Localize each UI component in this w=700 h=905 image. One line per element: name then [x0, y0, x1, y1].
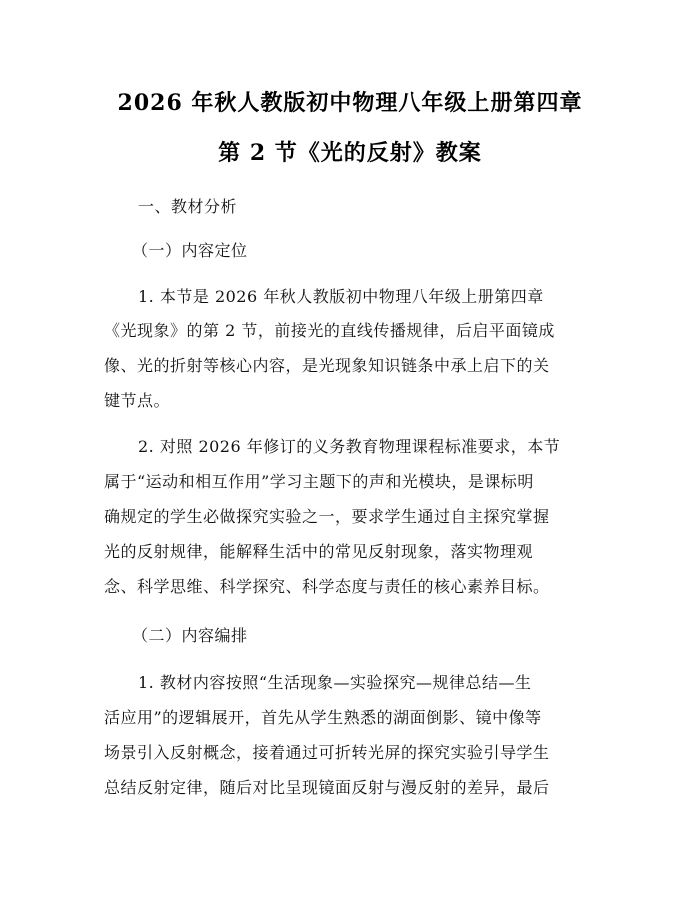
paragraph-line: 《光现象》的第 2 节，前接光的直线传播规律，后启平面镜成: [104, 321, 555, 340]
paragraph-line: 1. 教材内容按照“生活现象—实验探究—规律总结—生: [138, 673, 532, 692]
paragraph-line: 1. 本节是 2026 年秋人教版初中物理八年级上册第四章: [138, 287, 544, 306]
paragraph-line: 场景引入反射概念，接着通过可折转光屏的探究实验引导学生: [104, 743, 550, 762]
document-title-line1: 2026 年秋人教版初中物理八年级上册第四章: [117, 90, 583, 116]
subsection-heading-content-positioning: （一）内容定位: [132, 241, 248, 260]
paragraph-line: 2. 对照 2026 年修订的义务教育物理课程标准要求，本节: [138, 437, 561, 456]
paragraph-line: 属于“运动和相互作用”学习主题下的声和光模块，是课标明: [104, 472, 534, 491]
paragraph-line: 像、光的折射等核心内容，是光现象知识链条中承上启下的关: [104, 356, 550, 375]
paragraph-line: 键节点。: [104, 391, 171, 410]
paragraph-line: 确规定的学生必做探究实验之一，要求学生通过自主探究掌握: [104, 507, 550, 526]
paragraph-line: 光的反射规律，能解释生活中的常见反射现象，落实物理观: [104, 542, 534, 561]
paragraph-line: 总结反射定律，随后对比呈现镜面反射与漫反射的差异，最后: [104, 778, 550, 797]
section-heading-textbook-analysis: 一、教材分析: [138, 197, 238, 216]
subsection-heading-content-arrangement: （二）内容编排: [132, 626, 248, 645]
paragraph-line: 念、科学思维、科学探究、科学态度与责任的核心素养目标。: [104, 577, 550, 596]
document-title-line2: 第 2 节《光的反射》教案: [218, 140, 482, 166]
paragraph-line: 活应用”的逻辑展开，首先从学生熟悉的湖面倒影、镜中像等: [104, 708, 542, 727]
